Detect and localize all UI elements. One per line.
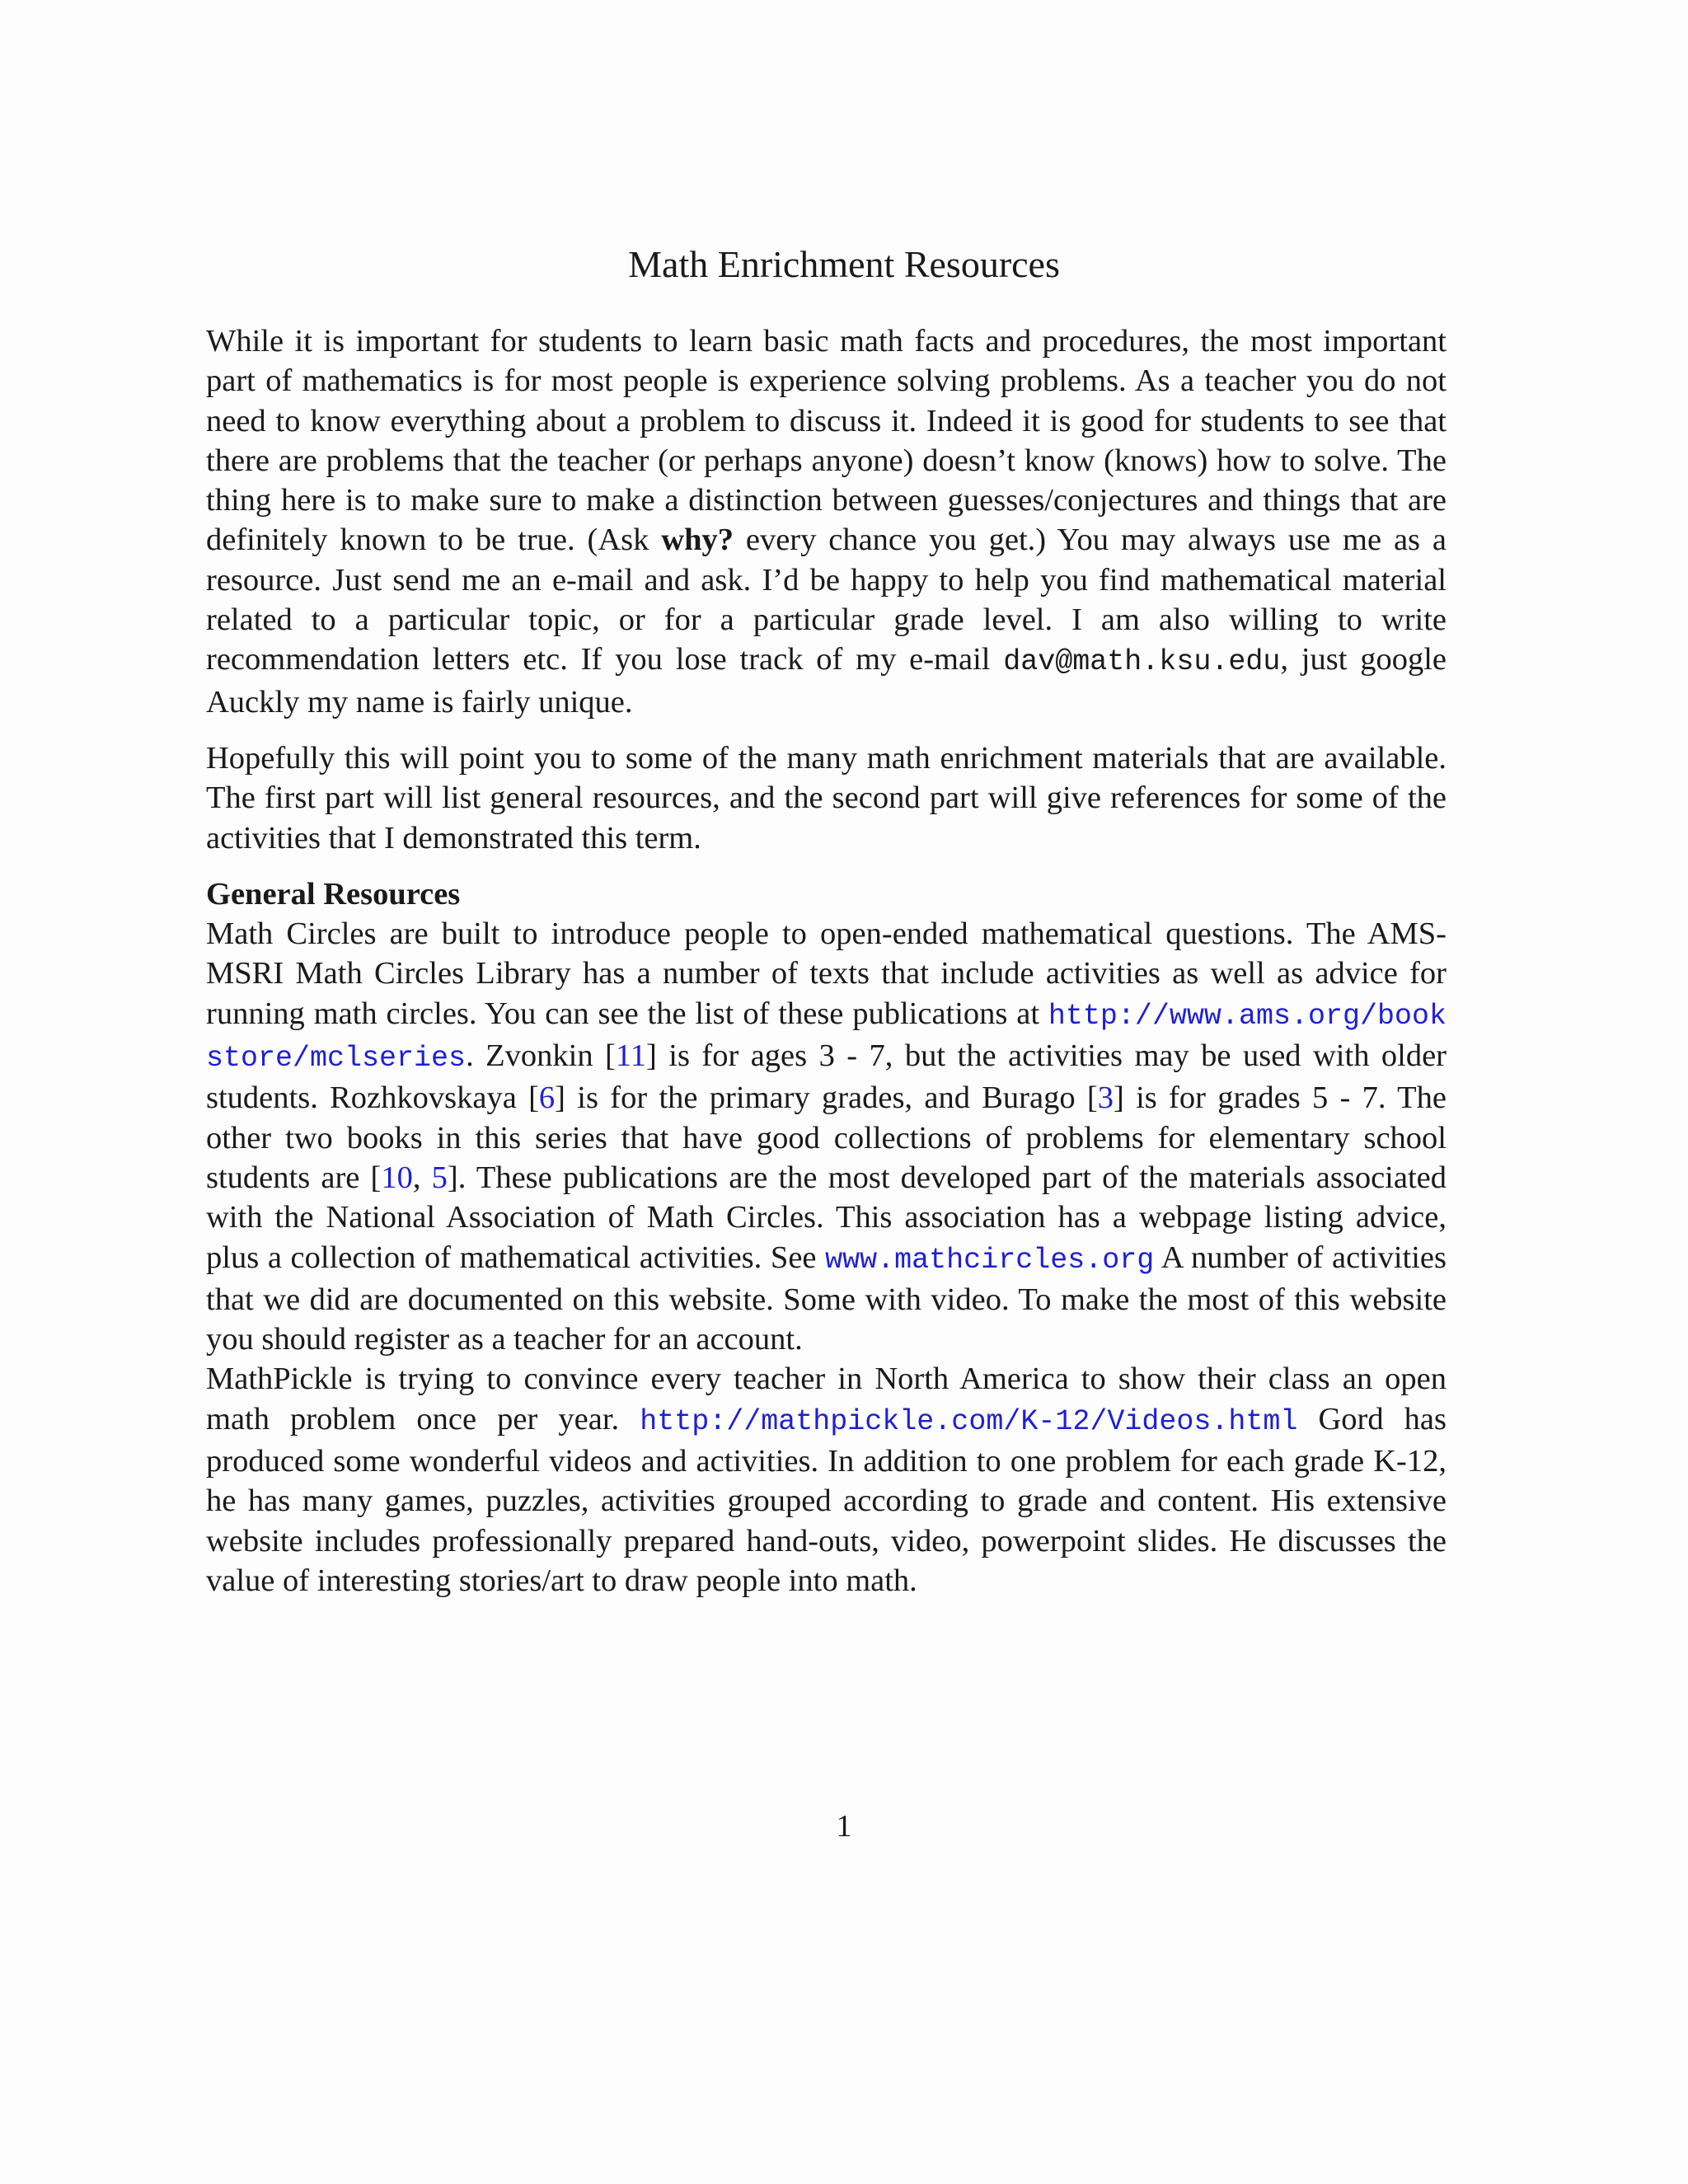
- math-circles-text-4: ] is for the primary grades, and Burago [: [555, 1080, 1098, 1116]
- mathpickle-link[interactable]: http://mathpickle.com/K-12/Videos.html: [640, 1404, 1298, 1438]
- page-title: Math Enrichment Resources: [628, 243, 1060, 285]
- math-circles-text-1: Math Circles are built to introduce people to open-ended mathematical questions. The AMS-MSRI Math Circles Library has a number of texts that include activities as well as advice for running math circles. You can see the list of these publications at: [206, 916, 1447, 1031]
- math-circles-text-2: . Zvonkin [: [466, 1038, 616, 1074]
- emphasis-why: why?: [661, 523, 734, 558]
- overview-paragraph: Hopefully this will point you to some of the many math enrichment materials that are available. The first part will list general resources, and the second part will give references for some of the activities that I demonstrated this term.: [206, 740, 1447, 855]
- citation-separator: ,: [412, 1160, 432, 1195]
- intro-text-2: every chance you get.) You may always use me as a resource. Just send me an e-mail and ask. I’d be happy to help you find mathematical material related to a particular topic, or for a particular grade level. I am also willing to write recommendation letters etc. If you lose track of my e-mail: [206, 523, 1447, 677]
- math-circles-text-7: A number of activities that we did are documented on this website. Some with video. To make the most of this website you should register as a teacher for an account.: [206, 1240, 1447, 1357]
- ams-bookstore-link[interactable]: http://www.ams.org/bookstore/mclseries: [206, 999, 1447, 1076]
- math-circles-text-3: ] is for ages 3 - 7, but the activities may be used with older students. Rozhkovskaya [: [206, 1038, 1447, 1116]
- intro-text-1: While it is important for students to learn basic math facts and procedures, the most important part of mathematics is for most people is experience solving problems. As a teacher you do not need to know everything about a problem to discuss it. Indeed it is good for students to see that there are problems that the teacher (or perhaps anyone) doesn’t know (knows) how to solve. The thing here is to make sure to make a distinction between guesses/conjectures and things that are definitely known to be true. (Ask: [206, 324, 1447, 558]
- page-number: 1: [836, 1809, 852, 1844]
- mathpickle-text-1: MathPickle is trying to convince every teacher in North America to show their class an open math problem once per year.: [206, 1361, 1447, 1436]
- citation-6-link[interactable]: 6: [538, 1080, 556, 1116]
- intro-paragraph: [206, 321, 1447, 722]
- section-heading-general-resources: General Resources: [206, 876, 461, 912]
- mathpickle-paragraph: [206, 1359, 1447, 1601]
- citation-3-link[interactable]: 3: [1097, 1080, 1114, 1116]
- mathpickle-text-2: Gord has produced some wonderful videos and activities. In addition to one problem for each grade K-12, he has many games, puzzles, activities grouped according to grade and content. His extensive website includes professionally prepared hand-outs, video, powerpoint slides. He discusses the value of interesting stories/art to draw people into math.: [206, 1401, 1447, 1598]
- math-circles-text-5: ] is for grades 5 - 7. The other two books in this series that have good collections of problems for elementary school students are [: [206, 1080, 1447, 1195]
- document-body: [206, 321, 1447, 1601]
- citation-5-link[interactable]: 5: [431, 1160, 448, 1195]
- math-circles-text-6: ]. These publications are the most developed part of the materials associated with the National Association of Math Circles. This association has a webpage listing advice, plus a collection of mathematical activities. See: [206, 1160, 1447, 1275]
- citation-10-link[interactable]: 10: [381, 1160, 413, 1195]
- citation-11-link[interactable]: 11: [615, 1038, 646, 1074]
- mathcircles-site-link[interactable]: www.mathcircles.org: [825, 1243, 1155, 1277]
- email-address: dav@math.ksu.edu: [1003, 645, 1281, 679]
- intro-text-3: , just google Auckly my name is fairly unique.: [206, 642, 1447, 719]
- math-circles-paragraph: [206, 914, 1447, 1359]
